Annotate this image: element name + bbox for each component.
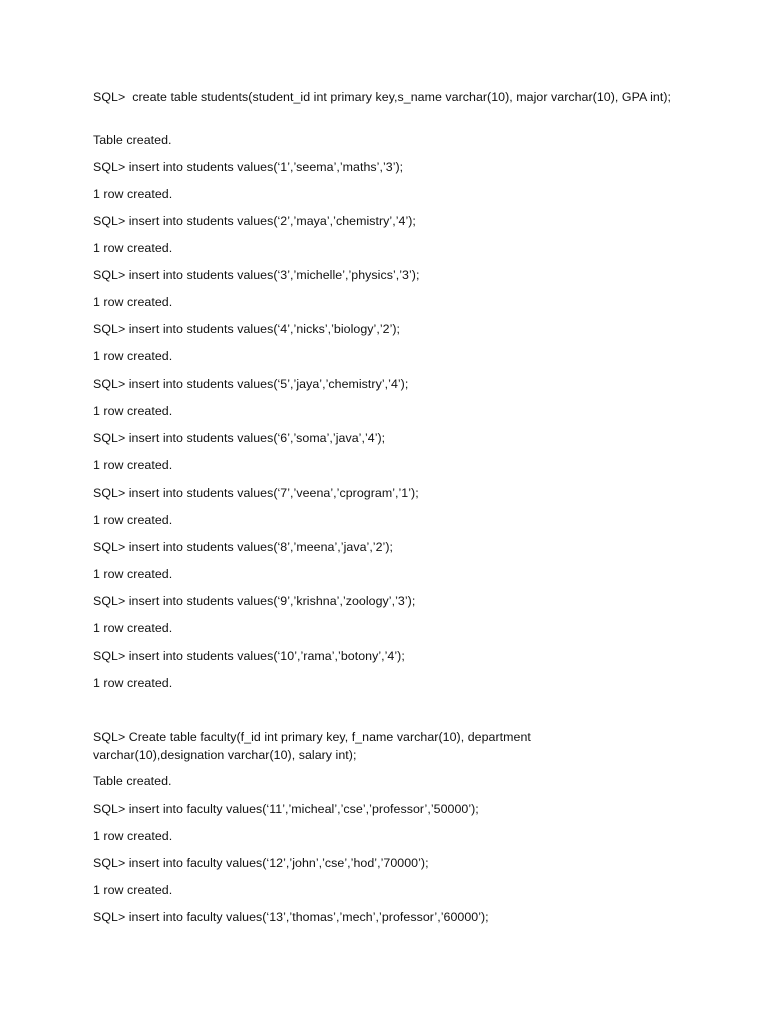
sql-output-row-created: 1 row created.	[93, 883, 173, 897]
sql-insert-student-9: SQL> insert into students values(‘9’,’krishna’,’zoology’,’3’);	[93, 594, 416, 608]
sql-output-row-created: 1 row created.	[93, 829, 173, 843]
sql-insert-faculty-12: SQL> insert into faculty values(‘12’,’john’,’cse’,’hod’,’70000’);	[93, 856, 429, 870]
sql-insert-student-7: SQL> insert into students values(‘7’,’veena’,’cprogram’,’1’);	[93, 486, 419, 500]
sql-insert-student-5: SQL> insert into students values(‘5’,’jaya’,’chemistry’,’4’);	[93, 377, 409, 391]
sql-output-row-created: 1 row created.	[93, 404, 173, 418]
sql-insert-faculty-11: SQL> insert into faculty values(‘11’,’micheal’,’cse’,’professor’,’50000’);	[93, 802, 479, 816]
sql-output-row-created: 1 row created.	[93, 295, 173, 309]
sql-insert-student-1: SQL> insert into students values(‘1’,’seema’,’maths’,’3’);	[93, 160, 404, 174]
sql-insert-student-2: SQL> insert into students values(‘2’,’maya’,’chemistry’,’4’);	[93, 214, 416, 228]
sql-output-row-created: 1 row created.	[93, 676, 173, 690]
sql-output-row-created: 1 row created.	[93, 187, 173, 201]
sql-insert-student-6: SQL> insert into students values(‘6’,’soma’,’java’,’4’);	[93, 431, 386, 445]
sql-output-row-created: 1 row created.	[93, 513, 173, 527]
sql-output-row-created: 1 row created.	[93, 621, 173, 635]
sql-output-row-created: 1 row created.	[93, 458, 173, 472]
sql-output-row-created: 1 row created.	[93, 567, 173, 581]
sql-create-students-command: SQL> create table students(student_id int primary key,s_name varchar(10), major varchar(10), GPA int);	[93, 90, 672, 104]
sql-output-table-created: Table created.	[93, 133, 172, 147]
sql-insert-student-4: SQL> insert into students values(‘4’,’nicks’,’biology’,’2’);	[93, 322, 401, 336]
sql-output-row-created: 1 row created.	[93, 241, 173, 255]
sql-create-faculty-command: SQL> Create table faculty(f_id int primary key, f_name varchar(10), department varchar(10),designation varchar(10), salary int);	[93, 730, 535, 762]
sql-insert-student-8: SQL> insert into students values(‘8’,’meena’,’java’,’2’);	[93, 540, 394, 554]
sql-output-row-created: 1 row created.	[93, 349, 173, 363]
sql-insert-student-3: SQL> insert into students values(‘3’,’michelle’,’physics’,’3’);	[93, 268, 420, 282]
sql-insert-student-10: SQL> insert into students values(‘10’,’rama’,’botony’,’4’);	[93, 649, 405, 663]
sql-insert-faculty-13: SQL> insert into faculty values(‘13’,’thomas’,’mech’,’professor’,’60000’);	[93, 910, 489, 924]
sql-output-table-created: Table created.	[93, 774, 172, 788]
